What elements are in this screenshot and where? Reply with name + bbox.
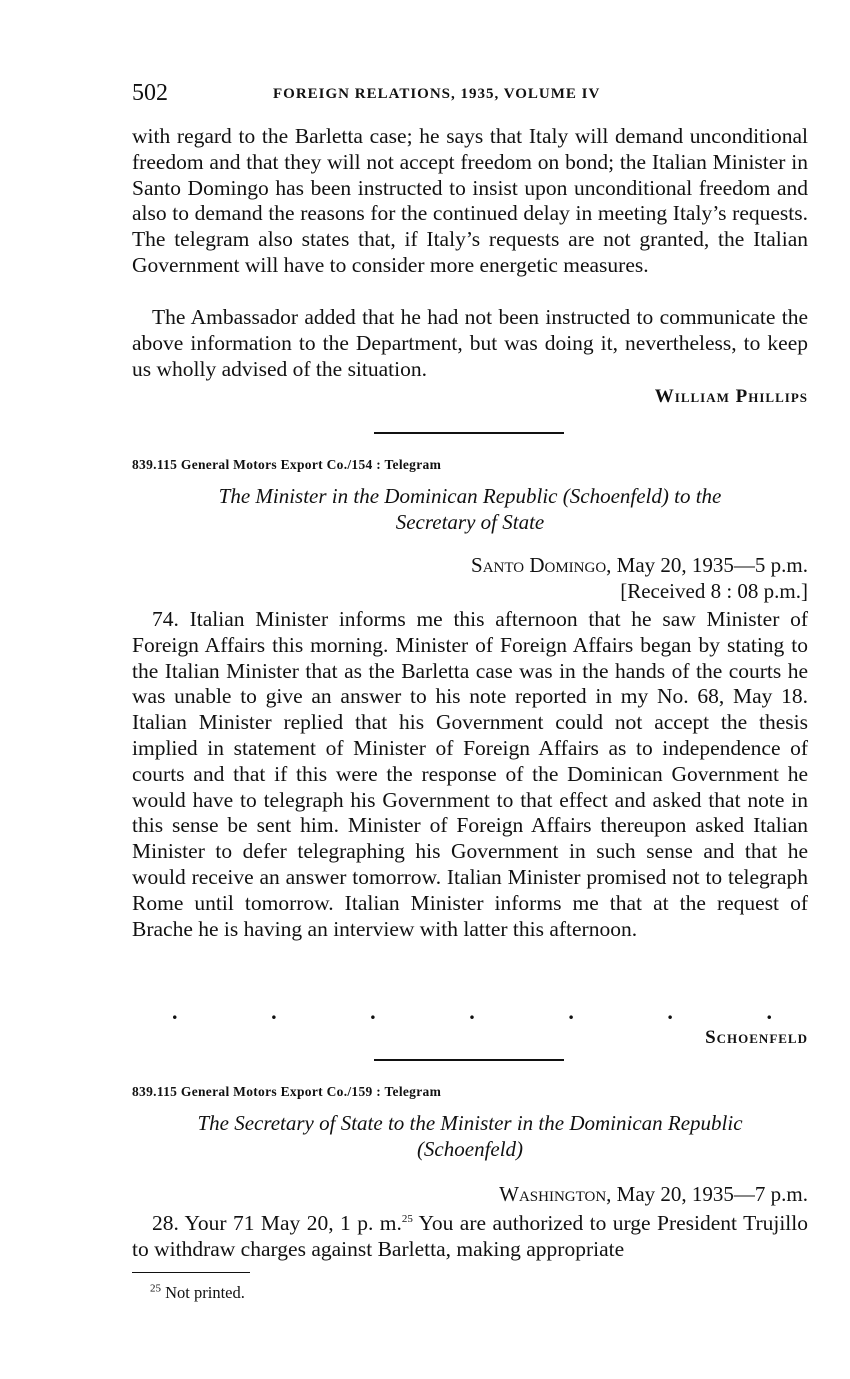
telegram-74-body: 74. Italian Minister informs me this afternoon that he saw Minister of Foreign Affairs this morning. Minister of Foreign Affairs began by stating to the Italian Minister that as the Barletta case was in the hands of the courts he was unable to give an answer to his note reported in my No. 68, May 18. Italian Minister replied that his Government could not accept the thesis implied in statement of Minister of Foreign Affairs as to independence of courts and that if this were the response of the Dominican Government he would have to telegraph his Government to that effect and asked that note in this sense be sent him. Minister of Foreign Affairs thereupon asked Italian Minister to defer telegraphing his Government in such sense and that he would receive an answer tomorrow. Italian Minister promised not to telegraph Rome until tomorrow. Italian Minister informs me that at the request of Brache he is having an interview with latter this afternoon. xyxy=(132,607,808,941)
received-note: [Received 8 : 08 p.m.] xyxy=(620,579,808,603)
dateline-place: Santo Domingo xyxy=(471,553,607,577)
intro-paragraph-1: with regard to the Barletta case; he says that Italy will demand unconditional freedom and that they will not accept freedom on bond; the Italian Minister in Santo Domingo has been instructed to insist upon unconditional freedom and also to demand the reasons for the continued delay in meeting Italy’s requests. The telegram also states that, if Italy’s requests are not granted, the Italian Government will have to consider more energetic measures. xyxy=(132,124,808,277)
footnote-marker: 25 xyxy=(150,1282,161,1295)
signature-phillips: William Phillips xyxy=(654,386,808,407)
footnote-25 xyxy=(150,1283,245,1303)
ellipsis-dot: . xyxy=(469,999,475,1024)
file-reference-159: 839.115 General Motors Export Co./159 : Telegram xyxy=(132,1084,442,1099)
ellipsis-dot: . xyxy=(271,999,277,1024)
document-title-1 xyxy=(132,483,808,535)
document-title-1-line-1: The Minister in the Dominican Republic (Schoenfeld) to the xyxy=(218,484,722,508)
telegram-28-body xyxy=(132,1211,808,1263)
dateline-date: , May 20, 1935—7 p.m. xyxy=(606,1182,808,1206)
dateline-place: Washington xyxy=(499,1182,607,1206)
ellipsis-dot: . xyxy=(568,999,574,1024)
ellipsis-dot: . xyxy=(370,999,376,1024)
page-number: 502 xyxy=(132,80,168,106)
ellipsis-dot: . xyxy=(766,999,772,1024)
dateline-washington xyxy=(499,1182,808,1207)
document-title-2-line-1: The Secretary of State to the Minister in the Dominican Republic xyxy=(197,1111,743,1135)
dateline-date: , May 20, 1935—5 p.m. xyxy=(606,553,808,577)
footnote-text: Not printed. xyxy=(161,1283,245,1302)
ellipsis-dot: . xyxy=(667,999,673,1024)
running-head: FOREIGN RELATIONS, 1935, VOLUME IV xyxy=(273,86,601,102)
document-title-1-line-2: Secretary of State xyxy=(395,510,545,534)
section-divider xyxy=(374,432,564,434)
footnote-divider xyxy=(132,1272,250,1273)
ellipsis-dot: . xyxy=(172,999,178,1024)
telegram-28-text-start: 28. Your 71 May 20, 1 p. m. xyxy=(152,1211,402,1235)
footnote-reference: 25 xyxy=(401,1212,413,1225)
document-title-2 xyxy=(132,1110,808,1162)
document-title-2-line-2: (Schoenfeld) xyxy=(416,1137,524,1161)
section-divider xyxy=(374,1059,564,1061)
omission-ellipsis xyxy=(172,999,772,1025)
dateline-santo-domingo xyxy=(471,553,808,578)
page-header xyxy=(132,80,808,110)
intro-paragraph-2: The Ambassador added that he had not been instructed to communicate the above information to the Department, but was doing it, nevertheless, to keep us wholly advised of the situation. xyxy=(132,305,808,381)
signature-schoenfeld: Schoenfeld xyxy=(705,1027,808,1048)
telegram-28-text-rest: You are authorized to urge President Trujillo to withdraw charges against Barletta, making appropriate xyxy=(132,1211,808,1261)
file-reference-154: 839.115 General Motors Export Co./154 : Telegram xyxy=(132,457,442,472)
